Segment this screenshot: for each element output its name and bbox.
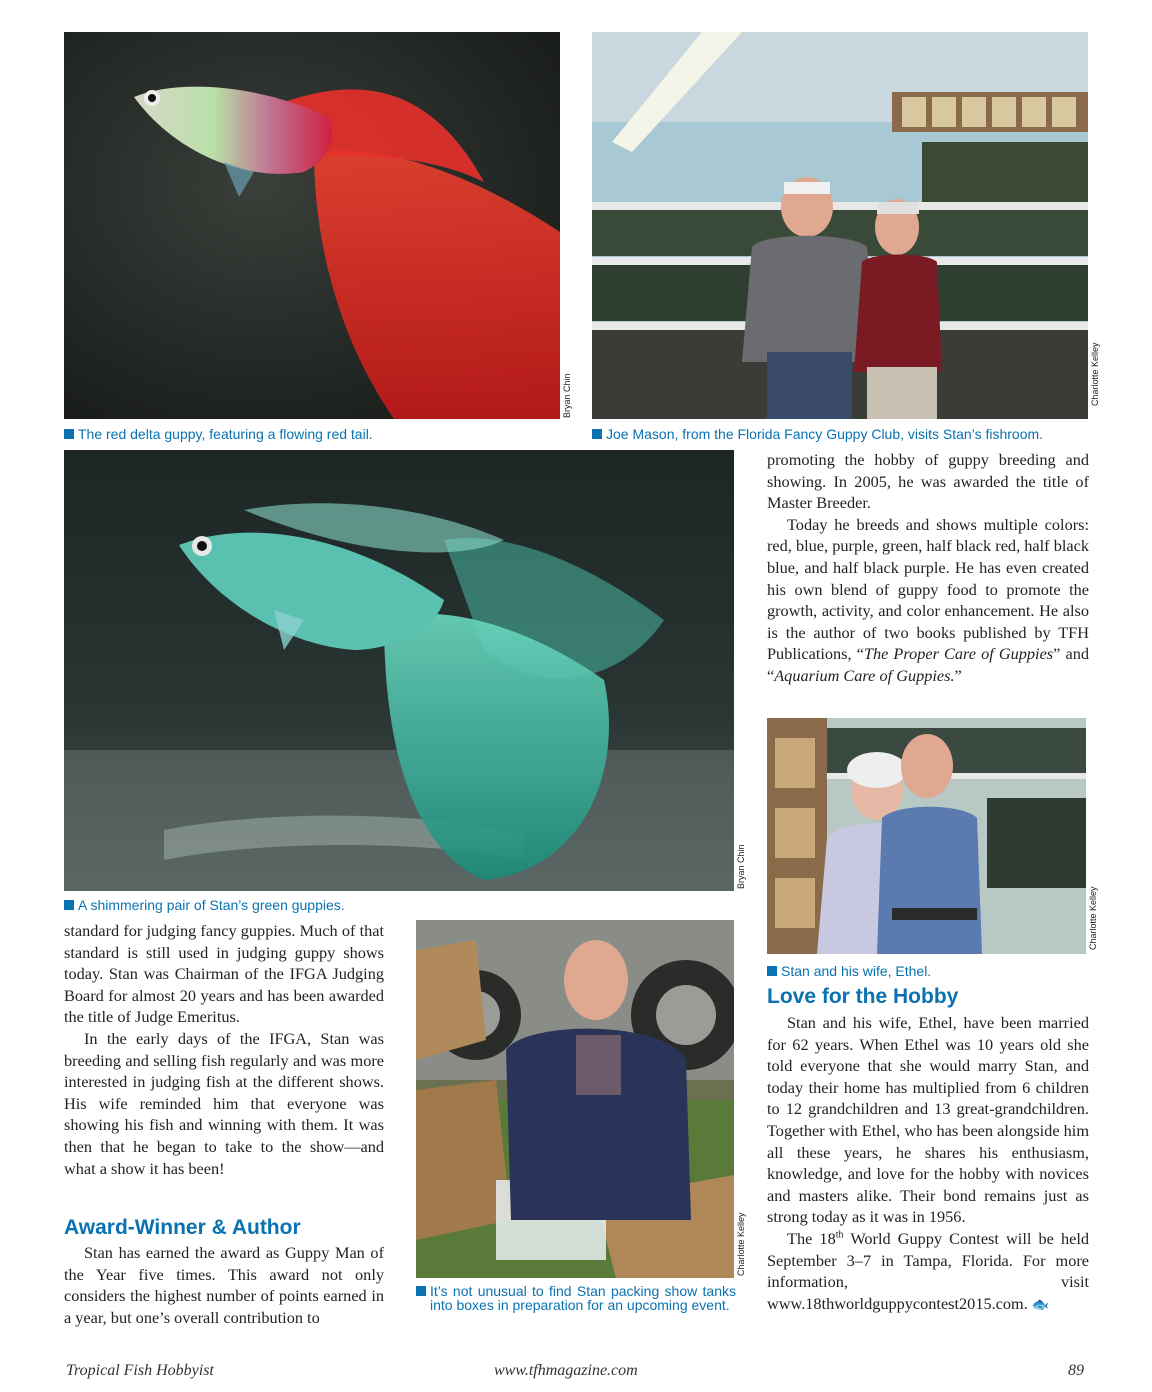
green-guppies-credit: Bryan Chin [736, 844, 746, 889]
stan-packing-photo [416, 920, 734, 1278]
paragraph: Stan and his wife, Ethel, have been married for 62 years. When Ethel was 10 years old she told everyone that she would marry Stan, and today their home has multiplied from 6 children to 12 grandchildren and 13 great-grandchildren. Together with Ethel, who has been alongside him all these years, he shares his enthusiasm, knowledge, and love for the hobby with novices and masters alike. Their bond remains just as strong today as it was in 1956. [767, 1013, 1089, 1227]
red-guppy-credit: Bryan Chin [562, 373, 572, 418]
caption-bullet [592, 429, 602, 439]
fishroom-caption: Joe Mason, from the Florida Fancy Guppy Club, visits Stan’s fishroom. [592, 427, 1112, 442]
stan-packing-caption: It’s not unusual to find Stan packing show tanks into boxes in preparation for an upcoming event. [416, 1284, 736, 1312]
tfh-logo-icon: 🐟 [1031, 1297, 1050, 1313]
red-guppy-photo [64, 32, 560, 419]
caption-bullet [64, 429, 74, 439]
paragraph: promoting the hobby of guppy breeding and showing. In 2005, he was awarded the title of Master Breeder. [767, 450, 1089, 513]
red-guppy-caption: The red delta guppy, featuring a flowing red tail. [64, 427, 564, 442]
stan-ethel-caption: Stan and his wife, Ethel. [767, 964, 1087, 979]
fishroom-photo [592, 32, 1088, 419]
right-column-top [767, 449, 1089, 687]
stan-ethel-photo [767, 718, 1086, 954]
left-column-bottom [64, 1242, 384, 1328]
caption-bullet [416, 1286, 426, 1296]
paragraph: In the early days of the IFGA, Stan was breeding and selling fish regularly and was more interested in judging fish at the different shows. His wife reminded him that everyone was showing his fish and winning with them. It was then that he began to take to the show—and what a show it has been! [64, 1028, 384, 1178]
book-title: Aquarium Care of Guppies. [774, 665, 955, 685]
footer-publication: Tropical Fish Hobbyist [66, 1362, 214, 1379]
right-column-bottom [767, 1012, 1089, 1316]
paragraph: Stan has earned the award as Guppy Man of the Year five times. This award not only considers the highest number of points earned in a year, but one’s overall contribution to [64, 1243, 384, 1327]
love-for-hobby-heading: Love for the Hobby [767, 985, 959, 1008]
page-number: 89 [1068, 1362, 1084, 1379]
green-guppies-caption: A shimmering pair of Stan’s green guppies. [64, 898, 464, 913]
stan-packing-credit: Charlotte Kelley [736, 1212, 746, 1276]
footer-website[interactable]: www.tfhmagazine.com [494, 1362, 638, 1379]
paragraph: standard for judging fancy guppies. Much of that standard is still used in judging guppy shows today. Stan was Chairman of the IFGA Judging Board for almost 20 years and has been awarded the title of Judge Emeritus. [64, 921, 384, 1027]
fishroom-credit: Charlotte Kelley [1090, 342, 1100, 406]
paragraph: The 18th World Guppy Contest will be held September 3–7 in Tampa, Florida. For more information, visit www.18thworldguppycontest2015.com. 🐟 [767, 1228, 1089, 1313]
caption-bullet [767, 966, 777, 976]
award-winner-heading: Award-Winner & Author [64, 1216, 301, 1239]
green-guppies-photo [64, 450, 734, 891]
left-column [64, 920, 384, 1179]
stan-ethel-credit: Charlotte Kelley [1088, 886, 1098, 950]
paragraph: Today he breeds and shows multiple colors: red, blue, purple, green, half black red, half black blue, and half black purple. He has even created his own blend of guppy food to promote the growth, activity, and color enhancement. He also is the author of two books published by TFH Publications, “The Proper Care of Guppies” and “Aquarium Care of Guppies.” [767, 514, 1089, 685]
caption-bullet [64, 900, 74, 910]
book-title: The Proper Care of Guppies [863, 644, 1054, 664]
